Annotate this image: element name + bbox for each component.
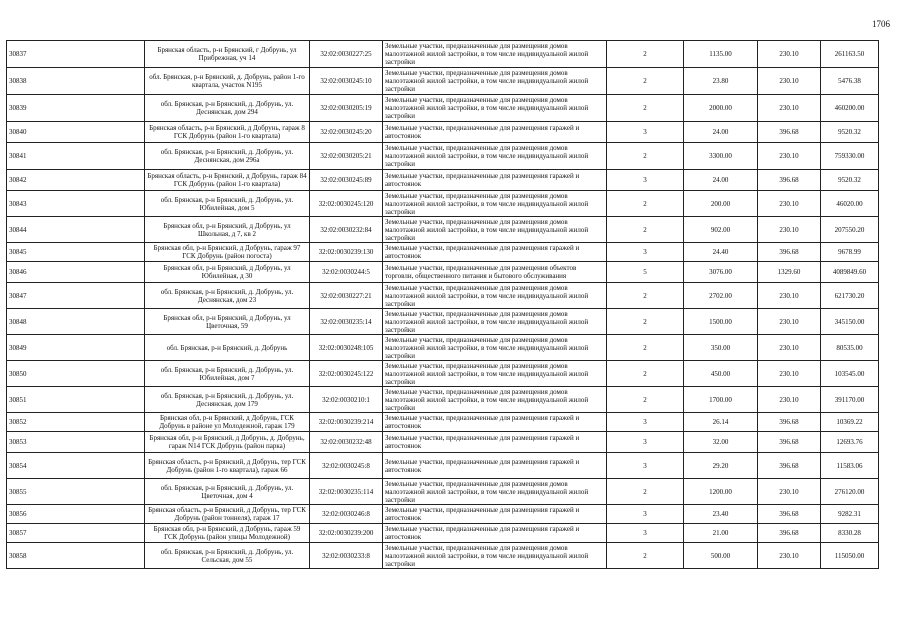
cadastral-value: 261163.50 <box>821 41 879 68</box>
table-row <box>7 283 879 309</box>
address-cell: обл. Брянская, р-н Брянский, д. Добрунь, ул. Деснянская, дом 23 <box>145 283 310 309</box>
land-use-type: Земельные участки, предназначенные для размещения домов малоэтажной жилой застройки, в том числе индивидуальной жилой застройки <box>383 387 607 413</box>
table-row <box>7 309 879 335</box>
address-cell: обл. Брянская, р-н Брянский, д. Добрунь, ул. Сельская, дом 55 <box>145 543 310 569</box>
address-cell: Брянская обл, р-н Брянский, д Добрунь, ул Юбилейная, д 30 <box>145 262 310 283</box>
record-number: 30845 <box>7 243 145 262</box>
record-number: 30852 <box>7 413 145 432</box>
land-area: 2000.00 <box>684 95 758 122</box>
cadastral-value: 621730.20 <box>821 283 879 309</box>
cadastral-number: 32:02:0030205:21 <box>310 143 383 170</box>
record-number: 30846 <box>7 262 145 283</box>
land-use-type: Земельные участки, предназначенные для размещения домов малоэтажной жилой застройки, в том числе индивидуальной жилой застройки <box>383 479 607 505</box>
cadastral-number: 32:02:0030205:19 <box>310 95 383 122</box>
land-area: 23.80 <box>684 68 758 95</box>
land-use-type: Земельные участки, предназначенные для размещения домов малоэтажной жилой застройки, в том числе индивидуальной жилой застройки <box>383 143 607 170</box>
land-use-type: Земельные участки, предназначенные для размещения домов малоэтажной жилой застройки, в том числе индивидуальной жилой застройки <box>383 309 607 335</box>
table-row <box>7 122 879 143</box>
land-area: 902.00 <box>684 217 758 243</box>
specific-value: 1329.60 <box>758 262 821 283</box>
cadastral-value: 5476.38 <box>821 68 879 95</box>
land-use-type: Земельные участки, предназначенные для размещения домов малоэтажной жилой застройки, в том числе индивидуальной жилой застройки <box>383 41 607 68</box>
land-area: 29.20 <box>684 453 758 479</box>
cadastral-value: 115050.00 <box>821 543 879 569</box>
land-area: 26.14 <box>684 413 758 432</box>
cadastral-number: 32:02:0030244:5 <box>310 262 383 283</box>
use-group: 2 <box>607 143 684 170</box>
specific-value: 230.10 <box>758 68 821 95</box>
address-cell: обл. Брянская, р-н Брянский, д. Добрунь, ул. Юбилейная, дом 5 <box>145 191 310 217</box>
table-row <box>7 335 879 361</box>
record-number: 30853 <box>7 432 145 453</box>
land-use-type: Земельные участки, предназначенные для размещения гаражей и автостоянок <box>383 453 607 479</box>
address-cell: обл. Брянская, р-н Брянский, д. Добрунь, ул. Деснянская, дом 179 <box>145 387 310 413</box>
record-number: 30851 <box>7 387 145 413</box>
record-number: 30854 <box>7 453 145 479</box>
land-area: 1700.00 <box>684 387 758 413</box>
record-number: 30855 <box>7 479 145 505</box>
cadastral-value: 10369.22 <box>821 413 879 432</box>
land-use-type: Земельные участки, предназначенные для размещения объектов торговли, общественного питания и бытового обслуживания <box>383 262 607 283</box>
record-number: 30857 <box>7 524 145 543</box>
use-group: 2 <box>607 361 684 387</box>
record-number: 30838 <box>7 68 145 95</box>
record-number: 30856 <box>7 505 145 524</box>
land-area: 3076.00 <box>684 262 758 283</box>
cadastral-number: 32:02:0030235:114 <box>310 479 383 505</box>
record-number: 30843 <box>7 191 145 217</box>
cadastral-value: 11583.06 <box>821 453 879 479</box>
specific-value: 230.10 <box>758 191 821 217</box>
land-area: 2702.00 <box>684 283 758 309</box>
table-row <box>7 143 879 170</box>
table-row <box>7 217 879 243</box>
use-group: 3 <box>607 122 684 143</box>
cadastral-value: 759330.00 <box>821 143 879 170</box>
cadastral-number: 32:02:0030227:21 <box>310 283 383 309</box>
specific-value: 396.68 <box>758 524 821 543</box>
address-cell: обл. Брянская, р-н Брянский, д. Добрунь, ул. Деснянская, дом 296а <box>145 143 310 170</box>
cadastral-number: 32:02:0030246:8 <box>310 505 383 524</box>
table-row <box>7 387 879 413</box>
record-number: 30837 <box>7 41 145 68</box>
address-cell: Брянская обл, р-н Брянский, д Добрунь, д. Добрунь, гараж N14 ГСК Добрунь (район парка) <box>145 432 310 453</box>
record-number: 30848 <box>7 309 145 335</box>
use-group: 3 <box>607 432 684 453</box>
cadastral-number: 32:02:0030227:25 <box>310 41 383 68</box>
land-use-type: Земельные участки, предназначенные для размещения гаражей и автостоянок <box>383 243 607 262</box>
specific-value: 396.68 <box>758 505 821 524</box>
land-area: 1135.00 <box>684 41 758 68</box>
use-group: 5 <box>607 262 684 283</box>
cadastral-value: 207550.20 <box>821 217 879 243</box>
record-number: 30841 <box>7 143 145 170</box>
address-cell: Брянская обл, р-н Брянский, д Добрунь, ГСК Добрунь в районе ул Молодежной, гараж 179 <box>145 413 310 432</box>
cadastral-value-table <box>6 40 879 569</box>
record-number: 30850 <box>7 361 145 387</box>
land-area: 200.00 <box>684 191 758 217</box>
cadastral-number: 32:02:0030248:105 <box>310 335 383 361</box>
cadastral-number: 32:02:0030233:8 <box>310 543 383 569</box>
specific-value: 396.68 <box>758 432 821 453</box>
specific-value: 230.10 <box>758 479 821 505</box>
table-row <box>7 68 879 95</box>
cadastral-number: 32:02:0030245:122 <box>310 361 383 387</box>
use-group: 2 <box>607 309 684 335</box>
record-number: 30847 <box>7 283 145 309</box>
use-group: 2 <box>607 283 684 309</box>
table-row <box>7 41 879 68</box>
land-area: 450.00 <box>684 361 758 387</box>
land-use-type: Земельные участки, предназначенные для размещения домов малоэтажной жилой застройки, в том числе индивидуальной жилой застройки <box>383 283 607 309</box>
land-area: 24.40 <box>684 243 758 262</box>
land-use-type: Земельные участки, предназначенные для размещения домов малоэтажной жилой застройки, в том числе индивидуальной жилой застройки <box>383 68 607 95</box>
cadastral-number: 32:02:0030232:48 <box>310 432 383 453</box>
cadastral-value: 9520.32 <box>821 170 879 191</box>
land-use-type: Земельные участки, предназначенные для размещения гаражей и автостоянок <box>383 170 607 191</box>
use-group: 2 <box>607 543 684 569</box>
use-group: 2 <box>607 479 684 505</box>
use-group: 2 <box>607 217 684 243</box>
land-use-type: Земельные участки, предназначенные для размещения домов малоэтажной жилой застройки, в том числе индивидуальной жилой застройки <box>383 95 607 122</box>
table-row <box>7 479 879 505</box>
table-row <box>7 361 879 387</box>
address-cell: Брянская область, р-н Брянский, д Добрунь, тер ГСК Добрунь (район тоннеля), гараж 17 <box>145 505 310 524</box>
land-use-type: Земельные участки, предназначенные для размещения гаражей и автостоянок <box>383 122 607 143</box>
cadastral-value: 46020.00 <box>821 191 879 217</box>
specific-value: 396.68 <box>758 122 821 143</box>
record-number: 30858 <box>7 543 145 569</box>
record-number: 30839 <box>7 95 145 122</box>
land-use-type: Земельные участки, предназначенные для размещения домов малоэтажной жилой застройки, в том числе индивидуальной жилой застройки <box>383 217 607 243</box>
specific-value: 230.10 <box>758 309 821 335</box>
land-use-type: Земельные участки, предназначенные для размещения домов малоэтажной жилой застройки, в том числе индивидуальной жилой застройки <box>383 191 607 217</box>
land-use-type: Земельные участки, предназначенные для размещения гаражей и автостоянок <box>383 413 607 432</box>
address-cell: Брянская обл, р-н Брянский, д Добрунь, гараж 59 ГСК Добрунь (район улицы Молодежной) <box>145 524 310 543</box>
cadastral-number: 32:02:0030235:14 <box>310 309 383 335</box>
address-cell: Брянская обл, р-н Брянский, д Добрунь, ул Цветочная, 59 <box>145 309 310 335</box>
land-area: 3300.00 <box>684 143 758 170</box>
table-row <box>7 170 879 191</box>
use-group: 3 <box>607 524 684 543</box>
specific-value: 396.68 <box>758 243 821 262</box>
cadastral-value: 103545.00 <box>821 361 879 387</box>
use-group: 3 <box>607 505 684 524</box>
use-group: 3 <box>607 453 684 479</box>
table-body <box>7 41 879 569</box>
land-area: 500.00 <box>684 543 758 569</box>
table-row <box>7 95 879 122</box>
address-cell: обл. Брянская, р-н Брянский, д. Добрунь, ул. Цветочная, дом 4 <box>145 479 310 505</box>
cadastral-number: 32:02:0030245:8 <box>310 453 383 479</box>
address-cell: Брянская обл, р-н Брянский, д Добрунь, ул Школьная, д 7, кв 2 <box>145 217 310 243</box>
use-group: 3 <box>607 170 684 191</box>
table-row <box>7 505 879 524</box>
table-row <box>7 453 879 479</box>
specific-value: 396.68 <box>758 413 821 432</box>
land-use-type: Земельные участки, предназначенные для размещения домов малоэтажной жилой застройки, в том числе индивидуальной жилой застройки <box>383 335 607 361</box>
specific-value: 230.10 <box>758 217 821 243</box>
land-area: 1500.00 <box>684 309 758 335</box>
use-group: 2 <box>607 68 684 95</box>
cadastral-number: 32:02:0030239:214 <box>310 413 383 432</box>
table-row <box>7 413 879 432</box>
specific-value: 230.10 <box>758 283 821 309</box>
land-area: 24.00 <box>684 122 758 143</box>
specific-value: 230.10 <box>758 143 821 170</box>
land-use-type: Земельные участки, предназначенные для размещения домов малоэтажной жилой застройки, в том числе индивидуальной жилой застройки <box>383 543 607 569</box>
cadastral-number: 32:02:0030239:130 <box>310 243 383 262</box>
cadastral-value: 345150.00 <box>821 309 879 335</box>
cadastral-value: 9678.99 <box>821 243 879 262</box>
use-group: 2 <box>607 95 684 122</box>
record-number: 30842 <box>7 170 145 191</box>
table-row <box>7 543 879 569</box>
use-group: 2 <box>607 387 684 413</box>
address-cell: обл. Брянская, р-н Брянский, д. Добрунь, ул. Деснянская, дом 294 <box>145 95 310 122</box>
land-area: 24.00 <box>684 170 758 191</box>
table-row <box>7 524 879 543</box>
cadastral-value: 9520.32 <box>821 122 879 143</box>
table-row <box>7 262 879 283</box>
cadastral-value: 276120.00 <box>821 479 879 505</box>
land-area: 350.00 <box>684 335 758 361</box>
address-cell: Брянская область, р-н Брянский, д Добрунь, гараж 84 ГСК Добрунь (район 1-го квартала) <box>145 170 310 191</box>
land-area: 23.40 <box>684 505 758 524</box>
address-cell: обл. Брянская, р-н Брянский, д. Добрунь, ул. Юбилейная, дом 7 <box>145 361 310 387</box>
land-use-type: Земельные участки, предназначенные для размещения домов малоэтажной жилой застройки, в том числе индивидуальной жилой застройки <box>383 361 607 387</box>
land-area: 21.00 <box>684 524 758 543</box>
cadastral-number: 32:02:0030210:1 <box>310 387 383 413</box>
cadastral-value: 9282.31 <box>821 505 879 524</box>
record-number: 30849 <box>7 335 145 361</box>
cadastral-number: 32:02:0030245:10 <box>310 68 383 95</box>
cadastral-number: 32:02:0030232:84 <box>310 217 383 243</box>
table-row <box>7 191 879 217</box>
cadastral-value: 8330.28 <box>821 524 879 543</box>
use-group: 2 <box>607 41 684 68</box>
land-use-type: Земельные участки, предназначенные для размещения гаражей и автостоянок <box>383 432 607 453</box>
cadastral-number: 32:02:0030245:120 <box>310 191 383 217</box>
specific-value: 230.10 <box>758 543 821 569</box>
cadastral-number: 32:02:0030245:89 <box>310 170 383 191</box>
address-cell: обл. Брянская, р-н Брянский, д. Добрунь <box>145 335 310 361</box>
specific-value: 230.10 <box>758 361 821 387</box>
land-use-type: Земельные участки, предназначенные для размещения гаражей и автостоянок <box>383 524 607 543</box>
specific-value: 230.10 <box>758 335 821 361</box>
specific-value: 396.68 <box>758 170 821 191</box>
cadastral-number: 32:02:0030239:200 <box>310 524 383 543</box>
cadastral-value: 80535.00 <box>821 335 879 361</box>
land-area: 32.00 <box>684 432 758 453</box>
cadastral-value: 4089849.60 <box>821 262 879 283</box>
address-cell: Брянская область, р-н Брянский, г Добрунь, ул Прибрежная, уч 14 <box>145 41 310 68</box>
cadastral-value: 460200.00 <box>821 95 879 122</box>
use-group: 3 <box>607 243 684 262</box>
use-group: 2 <box>607 335 684 361</box>
page-number: 1706 <box>872 19 890 29</box>
specific-value: 230.10 <box>758 41 821 68</box>
specific-value: 396.68 <box>758 453 821 479</box>
cadastral-number: 32:02:0030245:20 <box>310 122 383 143</box>
record-number: 30840 <box>7 122 145 143</box>
table-row <box>7 432 879 453</box>
use-group: 2 <box>607 191 684 217</box>
address-cell: Брянская обл, р-н Брянский, д Добрунь, гараж 97 ГСК Добрунь (район погоста) <box>145 243 310 262</box>
address-cell: Брянская область, р-н Брянский, д Добрунь, гараж 8 ГСК Добрунь (район 1-го квартала) <box>145 122 310 143</box>
address-cell: Брянская область, р-н Брянский, д Добрунь, тер ГСК Добрунь (район 1-го квартала), гараж 66 <box>145 453 310 479</box>
use-group: 3 <box>607 413 684 432</box>
record-number: 30844 <box>7 217 145 243</box>
specific-value: 230.10 <box>758 95 821 122</box>
cadastral-value: 12693.76 <box>821 432 879 453</box>
land-area: 1200.00 <box>684 479 758 505</box>
cadastral-value: 391170.00 <box>821 387 879 413</box>
address-cell: обл. Брянская, р-н Брянский, д. Добрунь, район 1-го квартала, участок N195 <box>145 68 310 95</box>
table-row <box>7 243 879 262</box>
specific-value: 230.10 <box>758 387 821 413</box>
land-use-type: Земельные участки, предназначенные для размещения гаражей и автостоянок <box>383 505 607 524</box>
